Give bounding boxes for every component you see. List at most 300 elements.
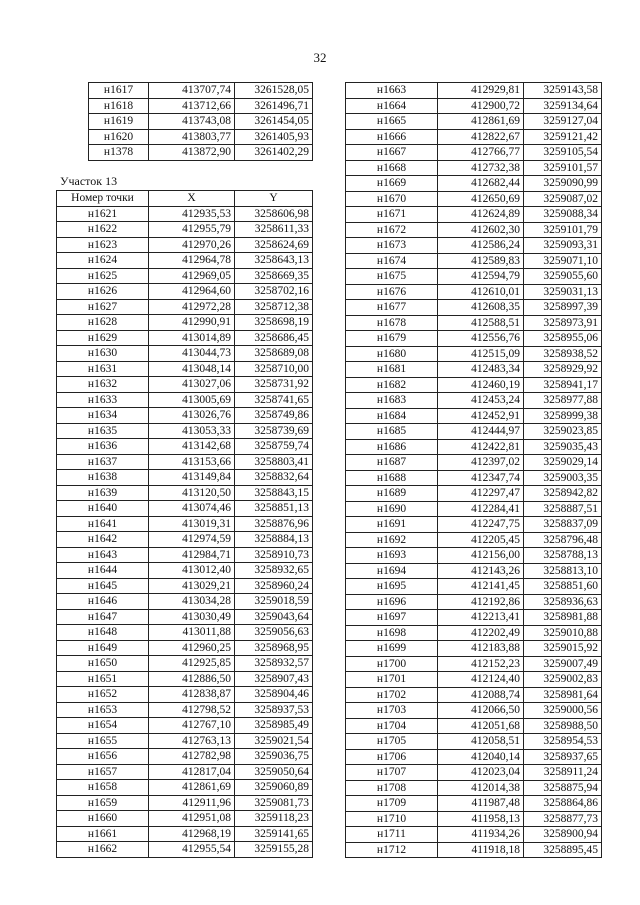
table-row: [346, 672, 602, 688]
y-cell: 3258864,86: [524, 796, 602, 812]
table-row: [346, 734, 602, 750]
point-number-cell: н1654: [57, 718, 149, 734]
x-cell: 413074,46: [149, 501, 235, 517]
x-cell: 412608,35: [438, 300, 524, 316]
x-cell: 413014,89: [149, 330, 235, 346]
y-cell: 3258698,19: [235, 315, 313, 331]
y-cell: 3259031,13: [524, 284, 602, 300]
x-cell: 411987,48: [438, 796, 524, 812]
table-row: [57, 315, 313, 331]
y-cell: 3258643,13: [235, 253, 313, 269]
y-cell: 3258749,86: [235, 408, 313, 424]
x-cell: 412972,28: [149, 299, 235, 315]
point-number-cell: н1682: [346, 377, 438, 393]
point-number-cell: н1670: [346, 191, 438, 207]
x-cell: 412422,81: [438, 439, 524, 455]
point-number-cell: н1634: [57, 408, 149, 424]
y-cell: 3259018,59: [235, 594, 313, 610]
y-cell: 3258851,13: [235, 501, 313, 517]
x-cell: 412732,38: [438, 160, 524, 176]
table-row: [346, 269, 602, 285]
point-number-cell: н1650: [57, 656, 149, 672]
table-row: [89, 114, 313, 130]
y-cell: 3259015,92: [524, 641, 602, 657]
point-number-cell: н1639: [57, 485, 149, 501]
y-cell: 3259141,65: [235, 826, 313, 842]
x-cell: 412984,71: [149, 547, 235, 563]
y-cell: 3258851,60: [524, 579, 602, 595]
table-row: [346, 284, 602, 300]
table-row: [57, 594, 313, 610]
x-cell: 413803,77: [149, 129, 235, 145]
y-cell: 3261405,93: [235, 129, 313, 145]
table-row: [346, 765, 602, 781]
point-number-cell: н1617: [89, 83, 149, 99]
point-number-cell: н1632: [57, 377, 149, 393]
x-cell: 412951,08: [149, 811, 235, 827]
table-row: [57, 206, 313, 222]
table-row: [346, 176, 602, 192]
table-row: [57, 330, 313, 346]
x-cell: 412589,83: [438, 253, 524, 269]
table-header-row: [57, 191, 313, 207]
table-row: [346, 331, 602, 347]
point-number-cell: н1638: [57, 470, 149, 486]
table-row: [57, 563, 313, 579]
y-cell: 3259118,23: [235, 811, 313, 827]
y-cell: 3259035,43: [524, 439, 602, 455]
y-cell: 3258937,53: [235, 702, 313, 718]
table-row: [346, 160, 602, 176]
x-cell: 412460,19: [438, 377, 524, 393]
table-row: [57, 516, 313, 532]
x-cell: 413012,40: [149, 563, 235, 579]
section-title: Участок 13: [60, 174, 118, 188]
y-cell: 3261528,05: [235, 83, 313, 99]
y-cell: 3258788,13: [524, 548, 602, 564]
y-cell: 3258875,94: [524, 780, 602, 796]
point-number-cell: н1678: [346, 315, 438, 331]
point-number-cell: н1703: [346, 703, 438, 719]
y-cell: 3258941,17: [524, 377, 602, 393]
table-row: [346, 238, 602, 254]
x-cell: 412058,51: [438, 734, 524, 750]
x-cell: 412483,34: [438, 362, 524, 378]
point-number-cell: н1618: [89, 98, 149, 114]
y-cell: 3259101,79: [524, 222, 602, 238]
x-cell: 412588,51: [438, 315, 524, 331]
point-number-cell: н1707: [346, 765, 438, 781]
table-row: [57, 346, 313, 362]
table-row: [57, 702, 313, 718]
point-number-cell: н1623: [57, 237, 149, 253]
x-cell: 412066,50: [438, 703, 524, 719]
x-cell: 411958,13: [438, 811, 524, 827]
point-number-cell: н1704: [346, 718, 438, 734]
x-cell: 412183,88: [438, 641, 524, 657]
x-cell: 412192,86: [438, 594, 524, 610]
y-cell: 3258988,50: [524, 718, 602, 734]
point-number-cell: н1620: [89, 129, 149, 145]
y-cell: 3258936,63: [524, 594, 602, 610]
point-number-cell: н1711: [346, 827, 438, 843]
point-number-cell: н1647: [57, 609, 149, 625]
x-cell: 412088,74: [438, 687, 524, 703]
x-cell: 413011,88: [149, 625, 235, 641]
y-cell: 3258955,06: [524, 331, 602, 347]
x-cell: 412682,44: [438, 176, 524, 192]
y-cell: 3259021,54: [235, 733, 313, 749]
point-number-cell: н1621: [57, 206, 149, 222]
table-row: [57, 377, 313, 393]
point-number-cell: н1641: [57, 516, 149, 532]
y-cell: 3258803,41: [235, 454, 313, 470]
table-row: [57, 687, 313, 703]
x-cell: 413872,90: [149, 145, 235, 161]
point-number-cell: н1659: [57, 795, 149, 811]
y-cell: 3259081,73: [235, 795, 313, 811]
table-row: [89, 129, 313, 145]
x-cell: 412247,75: [438, 517, 524, 533]
x-cell: 412782,98: [149, 749, 235, 765]
point-number-cell: н1652: [57, 687, 149, 703]
y-cell: 3261454,05: [235, 114, 313, 130]
table-row: [57, 733, 313, 749]
x-cell: 411934,26: [438, 827, 524, 843]
x-cell: 412970,26: [149, 237, 235, 253]
table-row: [346, 656, 602, 672]
x-cell: 412817,04: [149, 764, 235, 780]
y-cell: 3261496,71: [235, 98, 313, 114]
y-cell: 3258712,38: [235, 299, 313, 315]
table-row: [346, 114, 602, 130]
y-cell: 3261402,29: [235, 145, 313, 161]
table-row: [346, 579, 602, 595]
y-cell: 3258981,64: [524, 687, 602, 703]
page-number: 32: [313, 50, 327, 65]
x-cell: 412766,77: [438, 145, 524, 161]
point-number-cell: н1649: [57, 640, 149, 656]
y-cell: 3258904,46: [235, 687, 313, 703]
y-cell: 3259127,04: [524, 114, 602, 130]
y-cell: 3258942,82: [524, 486, 602, 502]
table-row: [346, 455, 602, 471]
y-cell: 3258877,73: [524, 811, 602, 827]
x-cell: 412838,87: [149, 687, 235, 703]
y-cell: 3258973,91: [524, 315, 602, 331]
table-row: [346, 703, 602, 719]
table-row: [57, 671, 313, 687]
y-cell: 3258710,00: [235, 361, 313, 377]
x-cell: 412624,89: [438, 207, 524, 223]
point-number-cell: н1700: [346, 656, 438, 672]
x-cell: 412515,09: [438, 346, 524, 362]
point-number-cell: н1671: [346, 207, 438, 223]
table-row: [346, 207, 602, 223]
point-number-cell: н1646: [57, 594, 149, 610]
point-number-cell: н1676: [346, 284, 438, 300]
point-number-cell: н1636: [57, 439, 149, 455]
table-row: [346, 486, 602, 502]
point-number-cell: н1637: [57, 454, 149, 470]
right-coordinates-table: [345, 82, 602, 858]
x-cell: 412650,69: [438, 191, 524, 207]
x-cell: 412586,24: [438, 238, 524, 254]
header-y: Y: [235, 191, 313, 207]
point-number-cell: н1629: [57, 330, 149, 346]
x-cell: 412556,76: [438, 331, 524, 347]
table-row: [57, 811, 313, 827]
x-cell: 412284,41: [438, 501, 524, 517]
x-cell: 412397,02: [438, 455, 524, 471]
table-row: [346, 424, 602, 440]
table-row: [346, 796, 602, 812]
x-cell: 413712,66: [149, 98, 235, 114]
y-cell: 3259023,85: [524, 424, 602, 440]
x-cell: 412594,79: [438, 269, 524, 285]
x-cell: 412143,26: [438, 563, 524, 579]
point-number-cell: н1667: [346, 145, 438, 161]
x-cell: 412297,47: [438, 486, 524, 502]
x-cell: 412767,10: [149, 718, 235, 734]
y-cell: 3259143,58: [524, 83, 602, 99]
point-number-cell: н1658: [57, 780, 149, 796]
table-row: [57, 361, 313, 377]
point-number-cell: н1673: [346, 238, 438, 254]
table-row: [57, 640, 313, 656]
table-row: [57, 718, 313, 734]
section-13-coordinates-table: [56, 190, 313, 858]
x-cell: 412929,81: [438, 83, 524, 99]
point-number-cell: н1675: [346, 269, 438, 285]
y-cell: 3258900,94: [524, 827, 602, 843]
table-row: [57, 392, 313, 408]
y-cell: 3259101,57: [524, 160, 602, 176]
point-number-cell: н1695: [346, 579, 438, 595]
x-cell: 412886,50: [149, 671, 235, 687]
y-cell: 3258876,96: [235, 516, 313, 532]
table-row: [57, 470, 313, 486]
x-cell: 412610,01: [438, 284, 524, 300]
x-cell: 413034,28: [149, 594, 235, 610]
point-number-cell: н1690: [346, 501, 438, 517]
y-cell: 3258910,73: [235, 547, 313, 563]
point-number-cell: н1662: [57, 842, 149, 858]
point-number-cell: н1660: [57, 811, 149, 827]
x-cell: 413005,69: [149, 392, 235, 408]
table-row: [346, 594, 602, 610]
table-row: [346, 439, 602, 455]
point-number-cell: н1630: [57, 346, 149, 362]
x-cell: 413120,50: [149, 485, 235, 501]
y-cell: 3258960,24: [235, 578, 313, 594]
y-cell: 3258981,88: [524, 610, 602, 626]
x-cell: 413026,76: [149, 408, 235, 424]
x-cell: 412156,00: [438, 548, 524, 564]
point-number-cell: н1687: [346, 455, 438, 471]
point-number-cell: н1674: [346, 253, 438, 269]
y-cell: 3259105,54: [524, 145, 602, 161]
y-cell: 3258999,38: [524, 408, 602, 424]
y-cell: 3258887,51: [524, 501, 602, 517]
point-number-cell: н1644: [57, 563, 149, 579]
table-row: [89, 83, 313, 99]
point-number-cell: н1679: [346, 331, 438, 347]
point-number-cell: н1693: [346, 548, 438, 564]
table-row: [57, 532, 313, 548]
x-cell: 412205,45: [438, 532, 524, 548]
point-number-cell: н1661: [57, 826, 149, 842]
y-cell: 3258895,45: [524, 842, 602, 858]
point-number-cell: н1655: [57, 733, 149, 749]
point-number-cell: н1653: [57, 702, 149, 718]
x-cell: 412152,23: [438, 656, 524, 672]
y-cell: 3258997,39: [524, 300, 602, 316]
point-number-cell: н1685: [346, 424, 438, 440]
point-number-cell: н1628: [57, 315, 149, 331]
table-row: [346, 470, 602, 486]
point-number-cell: н1633: [57, 392, 149, 408]
y-cell: 3258911,24: [524, 765, 602, 781]
y-cell: 3258606,98: [235, 206, 313, 222]
point-number-cell: н1689: [346, 486, 438, 502]
table-row: [346, 408, 602, 424]
table-row: [346, 346, 602, 362]
y-cell: 3258741,65: [235, 392, 313, 408]
table-row: [57, 284, 313, 300]
point-number-cell: н1657: [57, 764, 149, 780]
y-cell: 3259155,28: [235, 842, 313, 858]
y-cell: 3259050,64: [235, 764, 313, 780]
y-cell: 3258624,69: [235, 237, 313, 253]
y-cell: 3259056,63: [235, 625, 313, 641]
point-number-cell: н1625: [57, 268, 149, 284]
point-number-cell: н1624: [57, 253, 149, 269]
y-cell: 3258937,65: [524, 749, 602, 765]
point-number-cell: н1672: [346, 222, 438, 238]
table-row: [346, 780, 602, 796]
table-row: [57, 578, 313, 594]
point-number-cell: н1635: [57, 423, 149, 439]
table-row: [346, 641, 602, 657]
point-number-cell: н1709: [346, 796, 438, 812]
y-cell: 3259093,31: [524, 238, 602, 254]
x-cell: 412955,54: [149, 842, 235, 858]
y-cell: 3258907,43: [235, 671, 313, 687]
point-number-cell: н1668: [346, 160, 438, 176]
x-cell: 412202,49: [438, 625, 524, 641]
table-row: [346, 811, 602, 827]
table-row: [346, 827, 602, 843]
x-cell: 412444,97: [438, 424, 524, 440]
table-row: [346, 532, 602, 548]
point-number-cell: н1706: [346, 749, 438, 765]
x-cell: 413743,08: [149, 114, 235, 130]
y-cell: 3259055,60: [524, 269, 602, 285]
x-cell: 412014,38: [438, 780, 524, 796]
point-number-cell: н1378: [89, 145, 149, 161]
table-row: [346, 191, 602, 207]
table-row: [57, 439, 313, 455]
y-cell: 3259036,75: [235, 749, 313, 765]
point-number-cell: н1619: [89, 114, 149, 130]
point-number-cell: н1664: [346, 98, 438, 114]
y-cell: 3259007,49: [524, 656, 602, 672]
y-cell: 3259003,35: [524, 470, 602, 486]
point-number-cell: н1656: [57, 749, 149, 765]
table-row: [57, 795, 313, 811]
x-cell: 412861,69: [438, 114, 524, 130]
y-cell: 3259043,64: [235, 609, 313, 625]
x-cell: 413053,33: [149, 423, 235, 439]
x-cell: 412935,53: [149, 206, 235, 222]
table-row: [346, 842, 602, 858]
x-cell: 412798,52: [149, 702, 235, 718]
table-row: [57, 423, 313, 439]
table-row: [346, 749, 602, 765]
y-cell: 3258932,65: [235, 563, 313, 579]
table-row: [346, 687, 602, 703]
table-row: [57, 454, 313, 470]
x-cell: 412974,59: [149, 532, 235, 548]
table-row: [57, 268, 313, 284]
point-number-cell: н1712: [346, 842, 438, 858]
table-row: [57, 222, 313, 238]
table-row: [346, 718, 602, 734]
x-cell: 412960,25: [149, 640, 235, 656]
y-cell: 3258968,95: [235, 640, 313, 656]
x-cell: 413027,06: [149, 377, 235, 393]
point-number-cell: н1702: [346, 687, 438, 703]
table-row: [346, 222, 602, 238]
y-cell: 3259060,89: [235, 780, 313, 796]
x-cell: 413142,68: [149, 439, 235, 455]
point-number-cell: н1663: [346, 83, 438, 99]
point-number-cell: н1710: [346, 811, 438, 827]
x-cell: 412990,91: [149, 315, 235, 331]
point-number-cell: н1692: [346, 532, 438, 548]
y-cell: 3258977,88: [524, 393, 602, 409]
y-cell: 3258759,74: [235, 439, 313, 455]
point-number-cell: н1683: [346, 393, 438, 409]
x-cell: 412900,72: [438, 98, 524, 114]
point-number-cell: н1666: [346, 129, 438, 145]
x-cell: 411918,18: [438, 842, 524, 858]
y-cell: 3258689,08: [235, 346, 313, 362]
table-row: [346, 129, 602, 145]
table-row: [346, 625, 602, 641]
x-cell: 412955,79: [149, 222, 235, 238]
table-row: [57, 408, 313, 424]
x-cell: 412861,69: [149, 780, 235, 796]
table-row: [57, 625, 313, 641]
y-cell: 3259000,56: [524, 703, 602, 719]
point-number-cell: н1686: [346, 439, 438, 455]
table-row: [57, 749, 313, 765]
x-cell: 413707,74: [149, 83, 235, 99]
point-number-cell: н1648: [57, 625, 149, 641]
x-cell: 412040,14: [438, 749, 524, 765]
point-number-cell: н1705: [346, 734, 438, 750]
y-cell: 3259087,02: [524, 191, 602, 207]
x-cell: 413029,21: [149, 578, 235, 594]
point-number-cell: н1622: [57, 222, 149, 238]
point-number-cell: н1631: [57, 361, 149, 377]
y-cell: 3258611,33: [235, 222, 313, 238]
table-row: [57, 253, 313, 269]
x-cell: 412051,68: [438, 718, 524, 734]
y-cell: 3258832,64: [235, 470, 313, 486]
